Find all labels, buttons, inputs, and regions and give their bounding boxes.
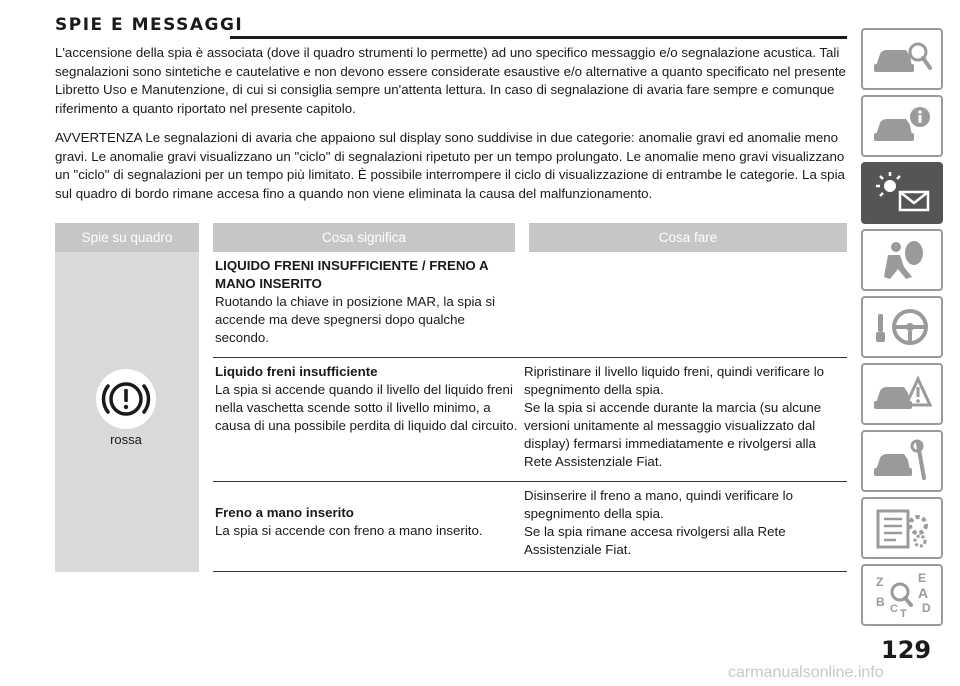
chapter-tab-technical-data[interactable] <box>861 497 943 559</box>
warning-lights-messages-icon <box>870 170 934 216</box>
brake-warning-icon <box>96 369 156 429</box>
meaning-text: Ruotando la chiave in posizione MAR, la spia si accende ma deve spegnersi dopo qualche secondo. <box>215 294 496 345</box>
technical-data-icon <box>870 505 934 551</box>
action-cell <box>522 252 847 358</box>
car-search-icon <box>870 36 934 82</box>
chapter-tab-driving[interactable] <box>861 296 943 358</box>
meaning-text: La spia si accende con freno a mano inserito. <box>215 523 483 538</box>
index-letter: E <box>918 571 927 585</box>
warning-paragraph: AVVERTENZA Le segnalazioni di avaria che appaiono sul display sono suddivise in due categorie: anomalie gravi ed anomalie meno gravi. Le anomalie gravi visualizzano un "ciclo" di segnalazioni ripetuto per un tempo prolungato. Le anomalie meno gravi visualizzano un "ciclo" di segnalazioni per un tempo più limitato. È possibile interrompere il ciclo di visualizzazione di entrambe le categorie. La spia sul quadro di bordo rimane accesa fino a quando non viene eliminata la causa del malfunzionamento. <box>55 130 845 201</box>
chapter-sidebar <box>861 28 945 631</box>
car-emergency-icon <box>870 371 934 417</box>
header-lights: Spie su quadro <box>55 223 206 252</box>
chapter-tab-warning-lights[interactable] <box>861 162 943 224</box>
car-maintenance-icon <box>870 438 934 484</box>
page-number: 129 <box>881 636 932 664</box>
chapter-tab-safety[interactable] <box>861 229 943 291</box>
index-letter: A <box>918 585 929 601</box>
meaning-cell <box>206 358 522 482</box>
watermark: carmanualsonline.info <box>728 664 884 681</box>
header-action: Cosa fare <box>522 223 847 252</box>
chapter-tab-car-search[interactable] <box>861 28 943 90</box>
chapter-tab-car-info[interactable] <box>861 95 943 157</box>
intro-paragraph: L'accensione della spia è associata (dove il quadro strumenti lo permette) ad uno specifico messaggio e/o segnalazione acustica. Tali segnalazioni sono sintetiche e cautelative e non devono essere considerate esaustive e/o alternative a quanto specificato nel presente Libretto Uso e Manutenzione, di cui si consiglia sempre un'attenta lettura. In caso di segnalazione di avaria fare sempre e comunque riferimento a quanto riportato nel presente capitolo. <box>55 45 846 116</box>
alphabetical-index-icon <box>870 570 934 620</box>
warning-lights-table <box>55 223 847 572</box>
action-cell: Disinserire il freno a mano, quindi verificare lo spegnimento della spia. Se la spia rimane accesa rivolgersi alla Rete Assistenziale Fiat. <box>522 482 847 572</box>
safety-airbag-icon <box>870 237 934 283</box>
meaning-title: LIQUIDO FRENI INSUFFICIENTE / FRENO A MANO INSERITO <box>215 258 489 291</box>
index-letter: B <box>876 595 885 609</box>
title-rule <box>230 36 847 39</box>
lamp-color-label: rossa <box>110 432 142 448</box>
main-content <box>55 14 847 572</box>
meaning-text: La spia si accende quando il livello del liquido freni nella vaschetta scende sotto il livello minimo, a causa di una possibile perdita di liquido dal circuito. <box>215 382 518 433</box>
index-letter: C <box>890 603 898 615</box>
car-info-icon <box>870 103 934 149</box>
chapter-tab-index[interactable] <box>861 564 943 626</box>
meaning-cell <box>206 252 522 358</box>
index-letter: Z <box>876 575 884 589</box>
index-letter: T <box>900 608 907 620</box>
index-letter: D <box>922 601 931 615</box>
chapter-tab-emergency[interactable] <box>861 363 943 425</box>
action-cell: Ripristinare il livello liquido freni, quindi verificare lo spegnimento della spia. Se la spia si accende durante la marcia (su alcune versioni unitamente al messaggio visualizzato dal display) fermarsi immediatamente e rivolgersi alla Rete Assistenziale Fiat. <box>522 358 847 482</box>
chapter-tab-maintenance[interactable] <box>861 430 943 492</box>
meaning-title: Liquido freni insufficiente <box>215 364 378 379</box>
steering-wheel-icon <box>870 304 934 350</box>
meaning-title: Freno a mano inserito <box>215 505 354 520</box>
section-title: SPIE E MESSAGGI <box>55 15 244 35</box>
lamp-cell <box>55 252 206 572</box>
header-meaning: Cosa significa <box>206 223 522 252</box>
meaning-cell <box>206 482 522 572</box>
